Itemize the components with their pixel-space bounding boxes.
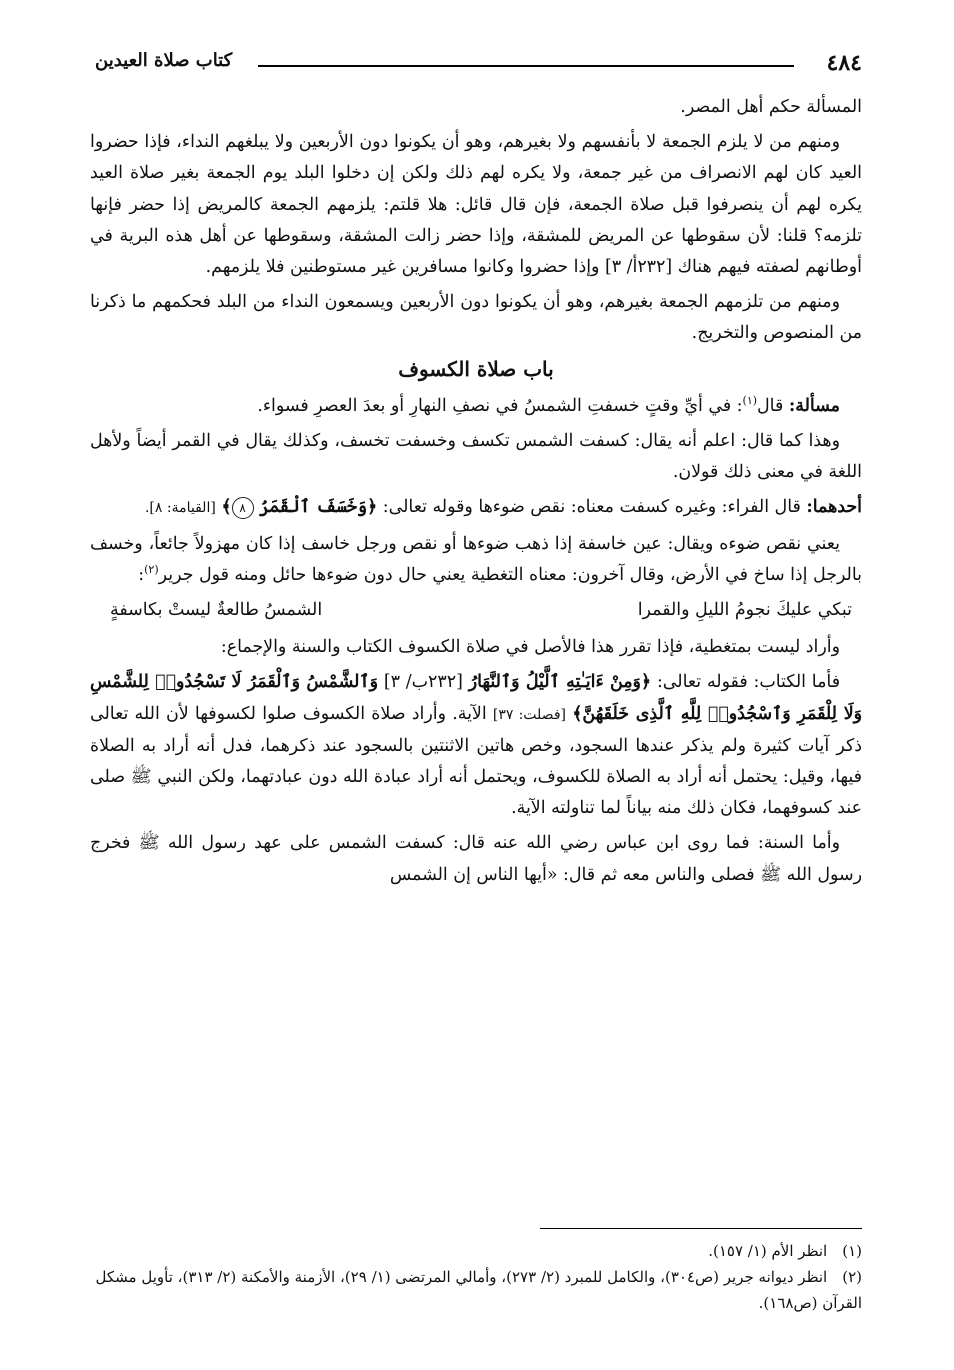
header-rule <box>258 65 794 67</box>
quran-verse: وَٱلشَّمْسُ وَٱلْقَمَرُ لَا تَسْجُدُوا۟ لِلشَّمْسِ وَلَا لِلْقَمَرِ وَٱسْجُدُوا۟ لِلَّهِ ٱلَّذِى خَلَقَهُنَّ﴾ <box>90 672 863 724</box>
footnote-text: انظر ديوانه جرير (ص٣٠٤)، والكامل للمبرد (٢/ ٢٧٣)، وأمالي المرتضى (١/ ٢٩)، الأزمنة والأمكنة (٢/ ٣١٣)، تأويل مشكل القرآن (ص١٦٨). <box>95 1268 862 1312</box>
first-opinion-label: أحدهما: <box>806 497 862 518</box>
text-run: قال الفراء: وغيره كسفت معناه: نقص ضوءها وقوله تعالى: <box>382 497 801 518</box>
text-run: يعني نقص ضوءه ويقال: عين خاسفة إذا ذهب ضوءها أو نقص ورجل خاسف إذا كان مهزولاً جائعاً، وخسف بالرجل إذا ساخ في الأرض، وقال آخرون: معناه التغطية يعني حال دون ضوءها حائل ومنه قول جرير <box>90 533 862 585</box>
text-run: فأما الكتاب: فقوله تعالى: <box>656 672 841 693</box>
footnote-separator <box>540 1228 862 1229</box>
paragraph <box>90 391 862 422</box>
paragraph <box>90 529 862 591</box>
paragraph: وأما السنة: فما روى ابن عباس رضي الله عنه قال: كسفت الشمس على عهد رسول الله ﷺ فخرج رسول الله ﷺ فصلى والناس معه ثم قال: «أيها الناس إن الشمس <box>90 833 862 885</box>
page-header <box>95 50 862 84</box>
verse-hemistich-first: الشمسُ طالعةٌ ليستْ بكاسفةٍ <box>110 600 323 621</box>
text-run: : <box>138 564 145 585</box>
footnote <box>90 1264 862 1316</box>
verse-reference: [القيامة: ٨]. <box>144 500 216 517</box>
paragraph: المسألة حكم أهل المصر. <box>680 97 862 117</box>
verse-hemistich-second: تبكي عليكَ نجومُ الليلِ والقمرا <box>637 600 852 621</box>
text-run: قال <box>757 395 784 416</box>
ayah-number-medallion: ٨ <box>232 497 254 519</box>
page-number: ٤٨٤ <box>826 50 862 76</box>
footnote-number: (٢) <box>842 1268 862 1286</box>
chapter-heading: باب صلاة الكسوف <box>398 356 554 381</box>
paragraph: ومنهم من تلزمهم الجمعة بغيرهم، وهو أن يكونوا دون الأربعين ويسمعون النداء من البلد فحكمهم ما ذكرنا من المنصوص والتخريج. <box>90 292 862 344</box>
paragraph: وأراد ليست بمتغطية، فإذا تقرر هذا فالأصل في صلاة الكسوف الكتاب والسنة والإجماع: <box>220 637 840 658</box>
paragraph: وهذا كما قال: اعلم أنه يقال: كسفت الشمس تكسف وخسفت تخسف، وكذلك يقال في القمر أيضاً ولأهل اللغة في معنى ذلك قولان. <box>90 431 862 483</box>
quran-bracket: ﴾ <box>221 497 232 518</box>
verse-reference: [فصلت: ٣٧] <box>492 706 566 723</box>
paragraph <box>90 492 862 524</box>
footnote-number: (١) <box>842 1242 862 1260</box>
paragraph: ومنهم من لا يلزم الجمعة لا بأنفسهم ولا بغيرهم، وهو أن يكونوا دون الأربعين ولا يبلغهم النداء، فإذا حضروا العيد كان لهم الانصراف من غير جمعة، ولا يكره لهم ذلك ولكن إن دخلوا البلد يوم الجمعة بغير صلاة العيد يكره لهم أن ينصرفوا قبل صلاة الجمعة، فإن قال قائل: هلا قلتم: يلزمهم الجمعة كالمريض إذا حضر فإنها تلزمه؟ قلنا: لأن سقوطها عن المريض للمشقة، وإذا حضر زالت المشقة، وسقوطها عن أهل هذه البرية في أوطانهم لصفته فيهم هناك [٢٣٢أ/ ٣] وإذا حضروا وكانوا مسافرين غير مستوطنين فلا يلزمهم. <box>90 132 862 278</box>
text-run: : في أيِّ وقتٍ خسفتِ الشمسُ في نصفِ النهارِ أو بعدَ العصرِ فسواء. <box>257 395 743 416</box>
paragraph <box>90 667 862 824</box>
footnote-marker[interactable]: (١) <box>742 394 758 408</box>
footnote-text: انظر الأم (١/ ١٥٧). <box>708 1242 828 1260</box>
quran-verse: ﴿وَمِنْ ءَايَـٰتِهِ ٱلَّيْلُ وَٱلنَّهَارُ <box>468 672 652 693</box>
page-body <box>90 92 862 895</box>
issue-label: مسألة: <box>788 395 840 416</box>
quran-verse: ﴿وَخَسَفَ ٱلْقَمَرُ <box>259 497 378 518</box>
poetry-verse <box>90 595 862 626</box>
book-title: كتاب صلاة العيدين <box>95 50 233 71</box>
footnote <box>90 1238 862 1264</box>
footnotes <box>90 1238 862 1316</box>
text-run: الآية. وأراد صلاة الكسوف صلوا لكسوفها لأن الله تعالى ذكر آيات كثيرة ولم يذكر عندها السجود، وخص هاتين الاثنتين بالسجود عند ذكرهما، فدل أنه أراد به الصلاة فيها، وقيل: يحتمل أنه أراد به الصلاة للكسوف، ويحتمل أنه أراد عبادة الله دون عبادتهما، ولكن النبي ﷺ صلى عند كسوفهما، فكان ذلك منه بياناً لما تناولته الآية. <box>90 703 862 819</box>
manuscript-ref: [٢٣٢ب/ ٣] <box>383 672 463 693</box>
footnote-marker[interactable]: (٢) <box>144 563 159 577</box>
